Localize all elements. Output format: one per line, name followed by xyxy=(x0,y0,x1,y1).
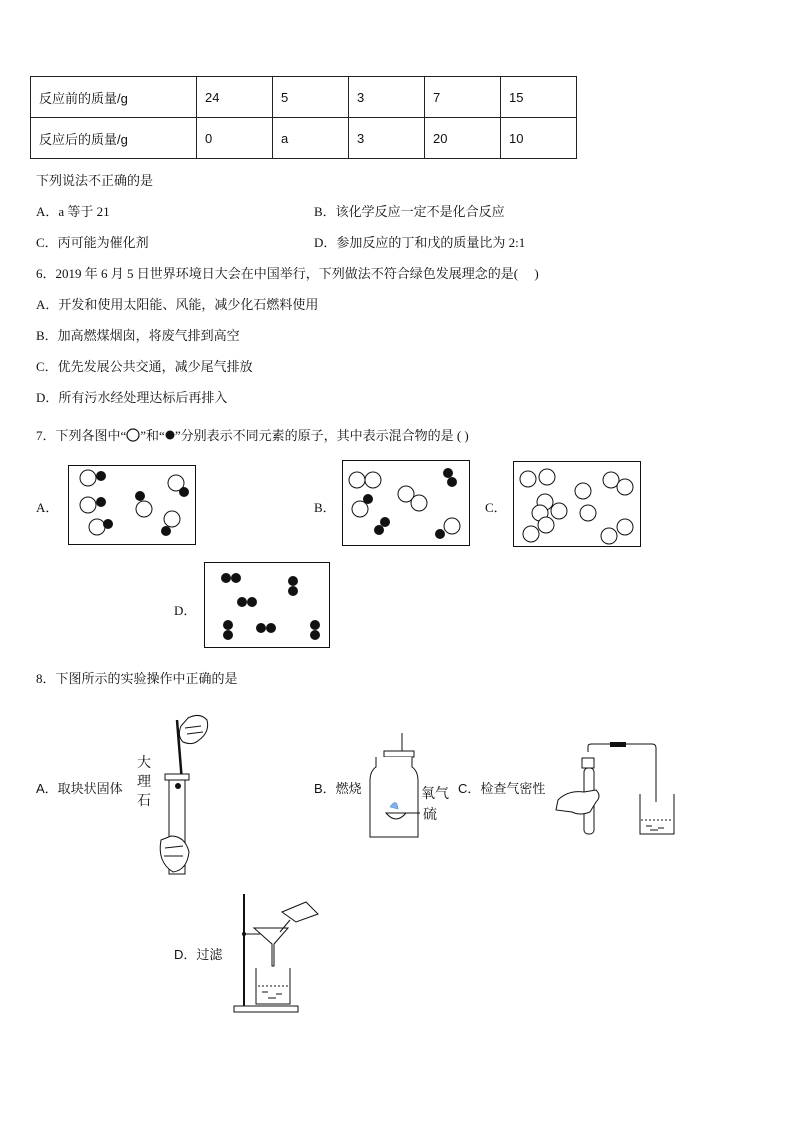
q8-label-a: A．取块状固体 xyxy=(36,781,123,796)
airtightness-check-figure xyxy=(554,742,678,838)
particle-diagram-d xyxy=(204,562,330,648)
black-atom-icon xyxy=(165,430,175,440)
annot-a-3: 石 xyxy=(137,792,151,808)
q6-option-b: B．加高燃煤烟囱，将废气排到高空 xyxy=(36,328,240,343)
q7-label-b: B． xyxy=(314,500,336,515)
q7-label-d: D． xyxy=(174,603,197,618)
q7-stem-mid: ”和“ xyxy=(140,428,165,443)
table-row xyxy=(31,77,577,118)
table-cell: 3 xyxy=(349,77,425,118)
solid-sampling-figure xyxy=(155,712,213,874)
table-cell: 15 xyxy=(501,77,577,118)
q6-stem: 6．2019 年 6 月 5 日世界环境日大会在中国举行，下列做法不符合绿色发展理念的是( ) xyxy=(36,266,539,281)
particle-diagram-a xyxy=(68,465,196,545)
q8-label-d: D．过滤 xyxy=(174,947,223,962)
q8-label-c: C．检查气密性 xyxy=(458,781,546,796)
q5-option-a: A．a 等于 21 xyxy=(36,204,110,219)
q7-stem-post: ”分别表示不同元素的原子，其中表示混合物的是 ( ) xyxy=(174,428,469,443)
mass-table xyxy=(30,76,577,159)
table-cell: 20 xyxy=(425,118,501,159)
q6-option-c: C．优先发展公共交通，减少尾气排放 xyxy=(36,359,253,374)
q6-option-d: D．所有污水经处理达标后再排入 xyxy=(36,390,228,405)
q8-label-b: B．燃烧 xyxy=(314,781,362,796)
annot-a-2: 理 xyxy=(137,773,151,789)
annot-oxygen: 氧气 xyxy=(421,785,449,801)
particle-diagram-b xyxy=(342,460,470,546)
q5-option-b: B．该化学反应一定不是化合反应 xyxy=(314,204,505,219)
q8-stem: 8．下图所示的实验操作中正确的是 xyxy=(36,671,238,686)
q6-option-a: A．开发和使用太阳能、风能，减少化石燃料使用 xyxy=(36,297,319,312)
table-cell: a xyxy=(273,118,349,159)
q7-stem-pre: 7．下列各图中“ xyxy=(36,428,127,443)
table-cell: 5 xyxy=(273,77,349,118)
annot-a-1: 大 xyxy=(137,754,151,770)
table-row xyxy=(31,118,577,159)
table-cell: 7 xyxy=(425,77,501,118)
q7-label-c: C． xyxy=(485,500,507,515)
annot-sulfur: 硫 xyxy=(423,806,437,822)
table-row-label: 反应前的质量/g xyxy=(31,77,197,118)
table-cell: 10 xyxy=(501,118,577,159)
table-cell: 24 xyxy=(197,77,273,118)
table-cell: 0 xyxy=(197,118,273,159)
particle-diagram-c xyxy=(513,461,641,547)
q5-option-c: C．丙可能为催化剂 xyxy=(36,235,149,250)
table-cell: 3 xyxy=(349,118,425,159)
q5-option-d: D．参加反应的丁和戊的质量比为 2:1 xyxy=(314,235,526,250)
q7-label-a: A． xyxy=(36,500,59,515)
white-atom-icon xyxy=(126,428,140,442)
combustion-figure xyxy=(366,733,422,843)
filtration-figure xyxy=(232,886,326,1014)
table-row-label: 反应后的质量/g xyxy=(31,118,197,159)
q7-stem xyxy=(36,425,469,444)
q5-stem: 下列说法不正确的是 xyxy=(36,173,154,188)
